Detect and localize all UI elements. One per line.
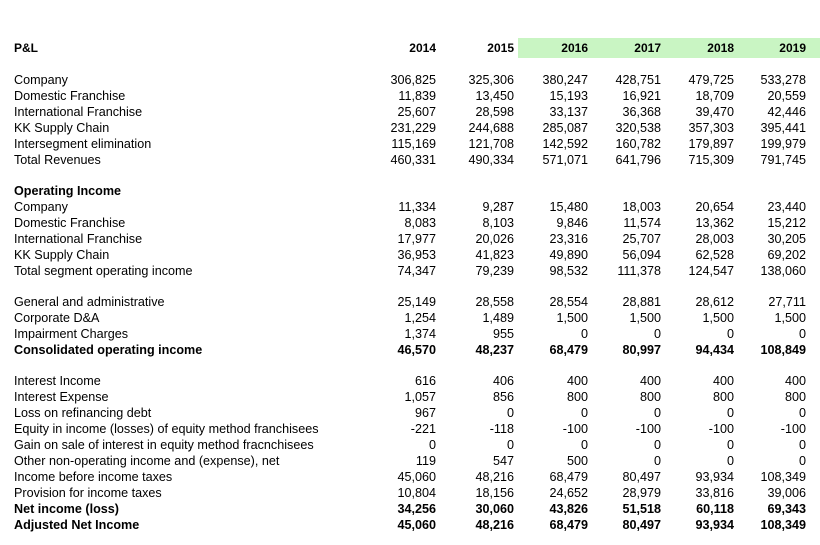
year-header-2015: 2015 bbox=[487, 41, 514, 55]
cell-2016: -100 bbox=[562, 422, 588, 436]
cell-2019: 42,446 bbox=[767, 105, 806, 119]
cell-2014: 616 bbox=[414, 374, 436, 388]
row-label: Impairment Charges bbox=[14, 327, 129, 341]
cell-2015: 1,489 bbox=[482, 311, 514, 325]
cell-2014: 306,825 bbox=[390, 73, 436, 87]
cell-2016: 15,193 bbox=[549, 89, 588, 103]
cell-2016: 33,137 bbox=[549, 105, 588, 119]
cell-2018: 62,528 bbox=[695, 248, 734, 262]
cell-2017: 16,921 bbox=[622, 89, 661, 103]
cell-2014: 25,607 bbox=[397, 105, 436, 119]
cell-2017: 18,003 bbox=[622, 200, 661, 214]
cell-2014: 0 bbox=[428, 438, 436, 452]
cell-2017: 400 bbox=[639, 374, 661, 388]
cell-2019: 0 bbox=[798, 327, 806, 341]
cell-2016: 23,316 bbox=[549, 232, 588, 246]
cell-2014: 231,229 bbox=[390, 121, 436, 135]
cell-2014: 10,804 bbox=[397, 486, 436, 500]
table-row bbox=[0, 485, 820, 501]
cell-2019: 1,500 bbox=[774, 311, 806, 325]
cell-2015: 244,688 bbox=[468, 121, 514, 135]
cell-2016: 571,071 bbox=[542, 153, 588, 167]
cell-2019: 23,440 bbox=[767, 200, 806, 214]
cell-2014: 1,254 bbox=[404, 311, 436, 325]
cell-2016: 98,532 bbox=[549, 264, 588, 278]
cell-2016: 49,890 bbox=[549, 248, 588, 262]
cell-2015: 9,287 bbox=[482, 200, 514, 214]
cell-2015: 28,558 bbox=[475, 295, 514, 309]
table-row bbox=[0, 421, 820, 437]
cell-2019: 27,711 bbox=[768, 295, 806, 309]
cell-2019: 108,849 bbox=[760, 343, 806, 357]
cell-2017: 160,782 bbox=[615, 137, 661, 151]
cell-2018: 93,934 bbox=[695, 518, 734, 532]
cell-2019: 199,979 bbox=[760, 137, 806, 151]
row-label: Domestic Franchise bbox=[14, 216, 126, 230]
row-label: Other non-operating income and (expense), net bbox=[14, 454, 280, 468]
cell-2016: 400 bbox=[566, 374, 588, 388]
year-header-2018: 2018 bbox=[707, 41, 734, 55]
cell-2015: -118 bbox=[489, 422, 514, 436]
cell-2017: 11,574 bbox=[623, 216, 661, 230]
table-row bbox=[0, 342, 820, 358]
cell-2015: 41,823 bbox=[475, 248, 514, 262]
table-row bbox=[0, 517, 820, 533]
cell-2019: 400 bbox=[784, 374, 806, 388]
cell-2019: 108,349 bbox=[760, 470, 806, 484]
cell-2018: 179,897 bbox=[688, 137, 734, 151]
row-label: KK Supply Chain bbox=[14, 248, 110, 262]
cell-2015: 0 bbox=[506, 438, 514, 452]
cell-2015: 856 bbox=[492, 390, 514, 404]
cell-2015: 955 bbox=[492, 327, 514, 341]
table-title: P&L bbox=[14, 41, 38, 55]
cell-2015: 13,450 bbox=[475, 89, 514, 103]
cell-2014: 460,331 bbox=[390, 153, 436, 167]
cell-2019: 108,349 bbox=[760, 518, 806, 532]
row-label: Income before income taxes bbox=[14, 470, 173, 484]
cell-2016: 1,500 bbox=[556, 311, 588, 325]
cell-2017: 800 bbox=[639, 390, 661, 404]
year-header-2019: 2019 bbox=[779, 41, 806, 55]
table-row bbox=[0, 183, 820, 199]
table-row bbox=[0, 501, 820, 517]
cell-2017: 80,497 bbox=[622, 518, 661, 532]
cell-2014: 34,256 bbox=[397, 502, 436, 516]
row-label: Domestic Franchise bbox=[14, 89, 126, 103]
table-row bbox=[0, 88, 820, 104]
table-row bbox=[0, 215, 820, 231]
cell-2015: 0 bbox=[506, 406, 514, 420]
cell-2016: 0 bbox=[580, 406, 588, 420]
cell-2014: 36,953 bbox=[397, 248, 436, 262]
table-row bbox=[0, 152, 820, 168]
row-label: KK Supply Chain bbox=[14, 121, 110, 135]
cell-2018: -100 bbox=[708, 422, 734, 436]
row-label: Consolidated operating income bbox=[14, 343, 203, 357]
cell-2017: 51,518 bbox=[622, 502, 661, 516]
cell-2019: 0 bbox=[798, 454, 806, 468]
cell-2018: 20,654 bbox=[695, 200, 734, 214]
cell-2017: 0 bbox=[653, 438, 661, 452]
cell-2018: 60,118 bbox=[696, 502, 734, 516]
cell-2014: 11,839 bbox=[398, 89, 436, 103]
table-row bbox=[0, 373, 820, 389]
table-row bbox=[0, 405, 820, 421]
cell-2017: 0 bbox=[653, 327, 661, 341]
cell-2015: 121,708 bbox=[468, 137, 514, 151]
table-row bbox=[0, 120, 820, 136]
cell-2014: 8,083 bbox=[404, 216, 436, 230]
table-row bbox=[0, 231, 820, 247]
cell-2014: 45,060 bbox=[397, 470, 436, 484]
table-row bbox=[0, 453, 820, 469]
table-row bbox=[0, 326, 820, 342]
cell-2019: 30,205 bbox=[767, 232, 806, 246]
row-label: Loss on refinancing debt bbox=[14, 406, 152, 420]
cell-2015: 18,156 bbox=[475, 486, 514, 500]
cell-2015: 48,216 bbox=[475, 518, 514, 532]
row-label: Interest Expense bbox=[14, 390, 109, 404]
cell-2018: 479,725 bbox=[688, 73, 734, 87]
cell-2017: 428,751 bbox=[615, 73, 661, 87]
table-row bbox=[0, 437, 820, 453]
cell-2016: 142,592 bbox=[542, 137, 588, 151]
row-label: Interest Income bbox=[14, 374, 101, 388]
cell-2017: -100 bbox=[635, 422, 661, 436]
cell-2015: 20,026 bbox=[475, 232, 514, 246]
row-label: General and administrative bbox=[14, 295, 165, 309]
cell-2018: 18,709 bbox=[695, 89, 734, 103]
cell-2018: 0 bbox=[726, 454, 734, 468]
table-row bbox=[0, 199, 820, 215]
table-row bbox=[0, 310, 820, 326]
cell-2018: 357,303 bbox=[688, 121, 734, 135]
cell-2017: 1,500 bbox=[629, 311, 661, 325]
cell-2015: 79,239 bbox=[475, 264, 514, 278]
cell-2019: 800 bbox=[784, 390, 806, 404]
row-label: Total segment operating income bbox=[14, 264, 193, 278]
cell-2019: 138,060 bbox=[760, 264, 806, 278]
cell-2018: 13,362 bbox=[695, 216, 734, 230]
cell-2016: 800 bbox=[566, 390, 588, 404]
cell-2015: 547 bbox=[492, 454, 514, 468]
cell-2016: 15,480 bbox=[549, 200, 588, 214]
year-header-2017: 2017 bbox=[634, 41, 661, 55]
row-label: Intersegment elimination bbox=[14, 137, 152, 151]
cell-2014: 74,347 bbox=[397, 264, 436, 278]
cell-2017: 0 bbox=[653, 454, 661, 468]
cell-2018: 39,470 bbox=[695, 105, 734, 119]
cell-2018: 1,500 bbox=[702, 311, 734, 325]
cell-2018: 0 bbox=[726, 406, 734, 420]
cell-2016: 28,554 bbox=[549, 295, 588, 309]
cell-2016: 24,652 bbox=[549, 486, 588, 500]
cell-2014: 115,169 bbox=[391, 137, 436, 151]
cell-2018: 715,309 bbox=[688, 153, 734, 167]
row-label: Adjusted Net Income bbox=[14, 518, 140, 532]
cell-2014: 1,374 bbox=[404, 327, 436, 341]
cell-2015: 28,598 bbox=[475, 105, 514, 119]
row-label: Company bbox=[14, 200, 68, 214]
cell-2018: 93,934 bbox=[695, 470, 734, 484]
cell-2014: 17,977 bbox=[397, 232, 436, 246]
cell-2017: 80,997 bbox=[622, 343, 661, 357]
cell-2018: 33,816 bbox=[695, 486, 734, 500]
cell-2018: 800 bbox=[712, 390, 734, 404]
cell-2018: 0 bbox=[726, 438, 734, 452]
cell-2015: 8,103 bbox=[482, 216, 514, 230]
cell-2019: 395,441 bbox=[760, 121, 806, 135]
cell-2016: 380,247 bbox=[542, 73, 588, 87]
cell-2017: 56,094 bbox=[622, 248, 661, 262]
cell-2016: 68,479 bbox=[549, 470, 588, 484]
cell-2018: 0 bbox=[726, 327, 734, 341]
cell-2017: 25,707 bbox=[622, 232, 661, 246]
cell-2015: 325,306 bbox=[468, 73, 514, 87]
row-label: International Franchise bbox=[14, 232, 143, 246]
cell-2016: 68,479 bbox=[549, 518, 588, 532]
year-header-2016: 2016 bbox=[561, 41, 588, 55]
cell-2015: 48,237 bbox=[475, 343, 514, 357]
cell-2016: 285,087 bbox=[542, 121, 588, 135]
cell-2014: 967 bbox=[414, 406, 436, 420]
cell-2016: 68,479 bbox=[549, 343, 588, 357]
row-label: Company bbox=[14, 73, 68, 87]
cell-2019: 0 bbox=[798, 406, 806, 420]
table-row bbox=[0, 294, 820, 310]
cell-2017: 641,796 bbox=[615, 153, 661, 167]
cell-2019: 69,202 bbox=[767, 248, 806, 262]
cell-2019: 39,006 bbox=[767, 486, 806, 500]
cell-2018: 28,003 bbox=[695, 232, 734, 246]
cell-2019: 15,212 bbox=[767, 216, 806, 230]
cell-2016: 500 bbox=[566, 454, 588, 468]
cell-2019: 791,745 bbox=[760, 153, 806, 167]
table-row bbox=[0, 247, 820, 263]
table-row bbox=[0, 469, 820, 485]
table-row bbox=[0, 136, 820, 152]
cell-2016: 0 bbox=[580, 438, 588, 452]
row-label: Gain on sale of interest in equity method fracnchisees bbox=[14, 438, 314, 452]
cell-2016: 0 bbox=[580, 327, 588, 341]
row-label: Provision for income taxes bbox=[14, 486, 162, 500]
cell-2015: 490,334 bbox=[468, 153, 514, 167]
cell-2018: 400 bbox=[712, 374, 734, 388]
cell-2019: 20,559 bbox=[767, 89, 806, 103]
table-row bbox=[0, 389, 820, 405]
cell-2018: 94,434 bbox=[695, 343, 734, 357]
cell-2014: 25,149 bbox=[397, 295, 436, 309]
table-row bbox=[0, 263, 820, 279]
cell-2018: 124,547 bbox=[688, 264, 734, 278]
cell-2015: 30,060 bbox=[475, 502, 514, 516]
year-header-2014: 2014 bbox=[409, 41, 436, 55]
row-label: Corporate D&A bbox=[14, 311, 100, 325]
cell-2017: 36,368 bbox=[622, 105, 661, 119]
row-label: Operating Income bbox=[14, 184, 122, 198]
row-label: Total Revenues bbox=[14, 153, 101, 167]
cell-2014: 46,570 bbox=[397, 343, 436, 357]
cell-2019: 533,278 bbox=[760, 73, 806, 87]
cell-2014: -221 bbox=[410, 422, 436, 436]
cell-2017: 28,881 bbox=[622, 295, 661, 309]
cell-2014: 1,057 bbox=[404, 390, 436, 404]
cell-2019: -100 bbox=[780, 422, 806, 436]
row-label: International Franchise bbox=[14, 105, 143, 119]
table-row bbox=[0, 72, 820, 88]
cell-2014: 11,334 bbox=[398, 200, 436, 214]
cell-2016: 9,846 bbox=[556, 216, 588, 230]
row-label: Equity in income (losses) of equity method franchisees bbox=[14, 422, 319, 436]
cell-2017: 111,378 bbox=[617, 264, 661, 278]
cell-2014: 45,060 bbox=[397, 518, 436, 532]
cell-2019: 0 bbox=[798, 438, 806, 452]
cell-2016: 43,826 bbox=[549, 502, 588, 516]
cell-2015: 48,216 bbox=[475, 470, 514, 484]
table-row bbox=[0, 104, 820, 120]
row-label: Net income (loss) bbox=[14, 502, 119, 516]
cell-2015: 406 bbox=[492, 374, 514, 388]
cell-2018: 28,612 bbox=[695, 295, 734, 309]
cell-2017: 0 bbox=[653, 406, 661, 420]
cell-2017: 28,979 bbox=[622, 486, 661, 500]
cell-2019: 69,343 bbox=[767, 502, 806, 516]
cell-2014: 119 bbox=[415, 454, 436, 468]
cell-2017: 320,538 bbox=[615, 121, 661, 135]
cell-2017: 80,497 bbox=[622, 470, 661, 484]
